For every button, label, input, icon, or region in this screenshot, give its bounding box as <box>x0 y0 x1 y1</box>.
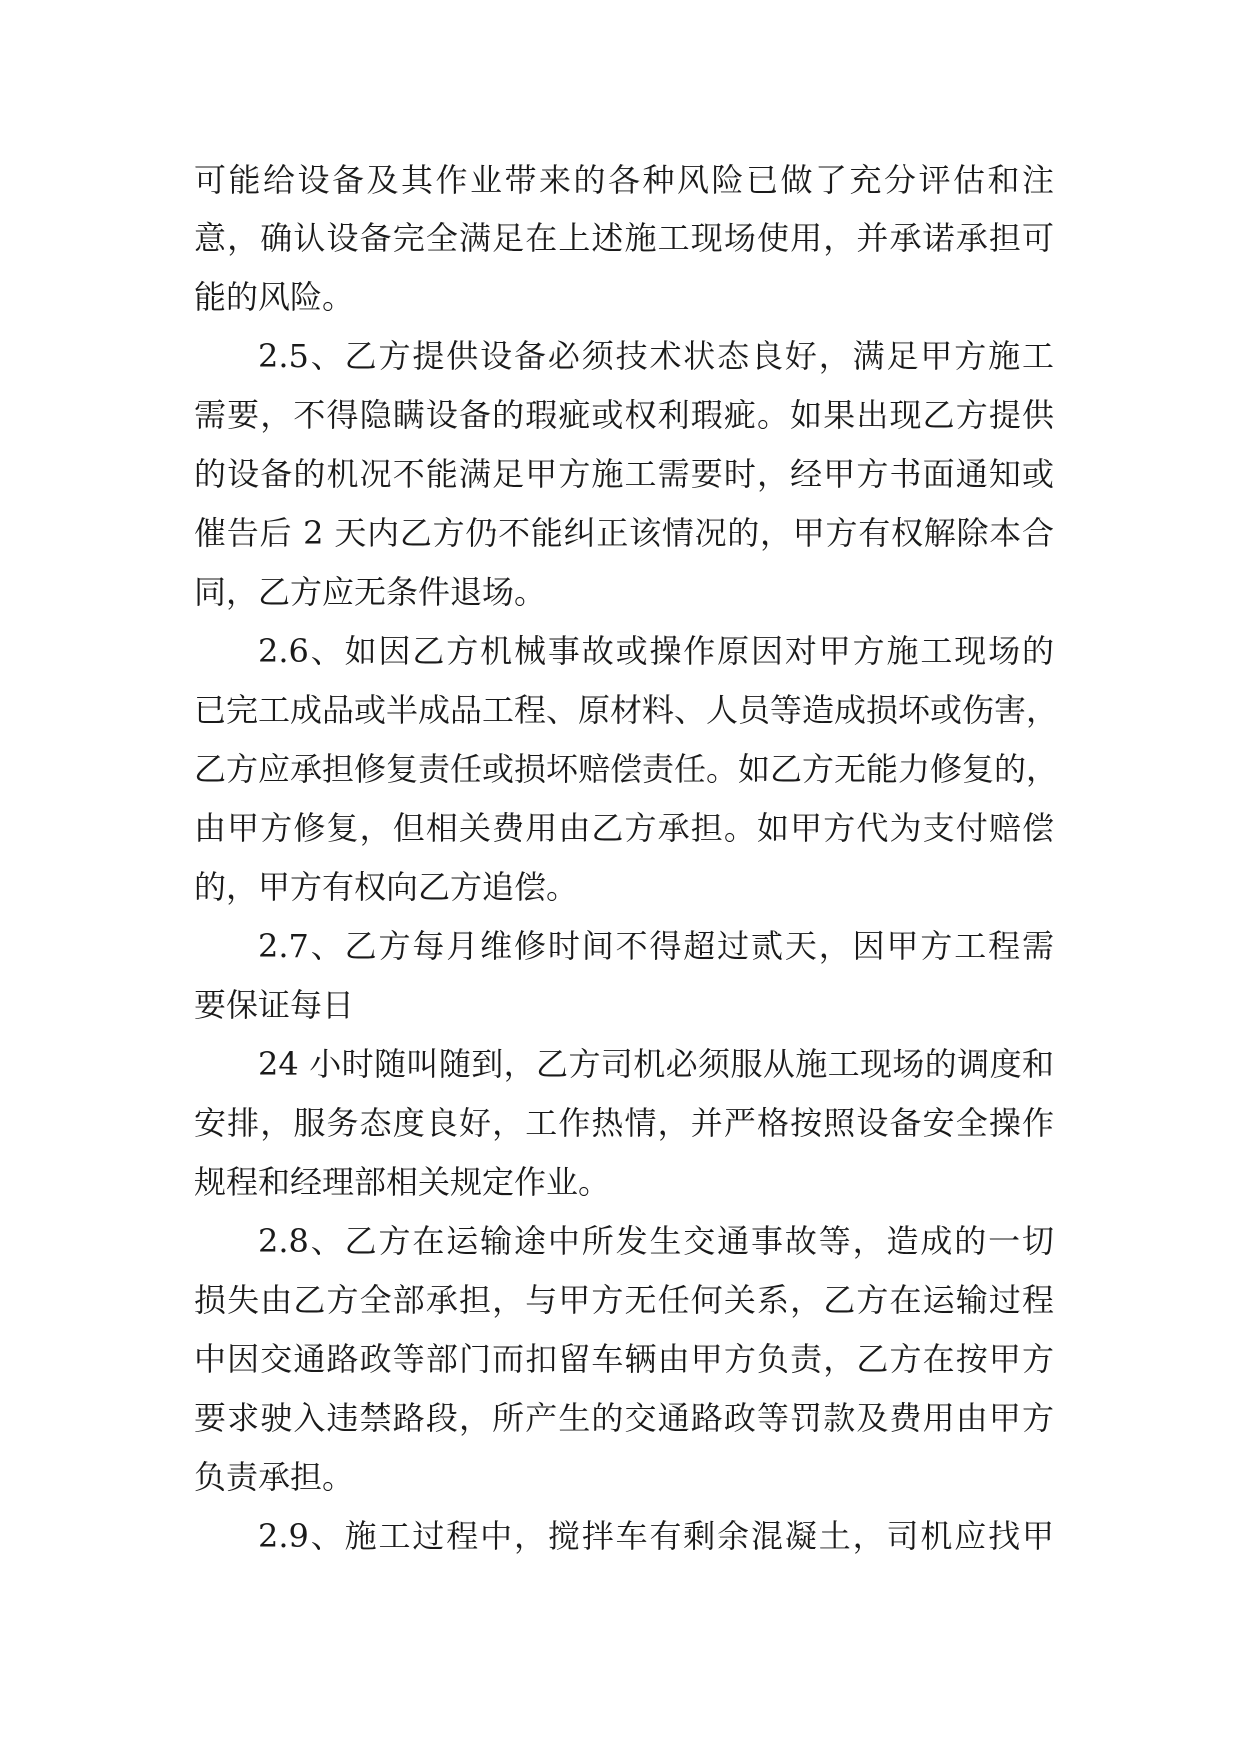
text-line: 的，甲方有权向乙方追偿。 <box>194 868 579 906</box>
text-line: 负责承担。 <box>194 1458 355 1496</box>
text-line: 由甲方修复，但相关费用由乙方承担。如甲方代为支付赔偿 <box>194 809 1054 847</box>
paragraph-2-7-first-line: 2.7、乙方每月维修时间不得超过贰天，因甲方工程需 <box>258 927 1054 965</box>
text-line: 需要，不得隐瞒设备的瑕疵或权利瑕疵。如果出现乙方提供 <box>194 396 1054 434</box>
paragraph-2-6-first-line: 2.6、如因乙方机械事故或操作原因对甲方施工现场的 <box>258 632 1054 670</box>
text-line: 中因交通路政等部门而扣留车辆由甲方负责，乙方在按甲方 <box>194 1340 1054 1378</box>
text-line: 催告后 2 天内乙方仍不能纠正该情况的，甲方有权解除本合 <box>194 514 1054 552</box>
text-line: 要保证每日 <box>194 986 355 1024</box>
text-line: 损失由乙方全部承担，与甲方无任何关系，乙方在运输过程 <box>194 1281 1054 1319</box>
text-line: 已完工成品或半成品工程、原材料、人员等造成损坏或伤害， <box>194 691 1059 729</box>
paragraph-2-5-first-line: 2.5、乙方提供设备必须技术状态良好，满足甲方施工 <box>258 337 1054 375</box>
text-line: 要求驶入违禁路段，所产生的交通路政等罚款及费用由甲方 <box>194 1399 1054 1437</box>
text-line: 可能给设备及其作业带来的各种风险已做了充分评估和注 <box>194 161 1054 199</box>
text-line: 意，确认设备完全满足在上述施工现场使用，并承诺承担可 <box>194 219 1054 257</box>
text-line: 乙方应承担修复责任或损坏赔偿责任。如乙方无能力修复的， <box>194 750 1059 788</box>
text-line: 的设备的机况不能满足甲方施工需要时，经甲方书面通知或 <box>194 455 1054 493</box>
paragraph-2-9-first-line: 2.9、施工过程中，搅拌车有剩余混凝土，司机应找甲 <box>258 1517 1054 1555</box>
paragraph-2-8-first-line: 2.8、乙方在运输途中所发生交通事故等，造成的一切 <box>258 1222 1054 1260</box>
text-line: 规程和经理部相关规定作业。 <box>194 1163 611 1201</box>
text-line: 同，乙方应无条件退场。 <box>194 573 547 611</box>
text-line: 能的风险。 <box>194 278 355 316</box>
paragraph-24h-first-line: 24 小时随叫随到，乙方司机必须服从施工现场的调度和 <box>258 1045 1054 1083</box>
text-line: 安排，服务态度良好，工作热情，并严格按照设备安全操作 <box>194 1104 1054 1142</box>
